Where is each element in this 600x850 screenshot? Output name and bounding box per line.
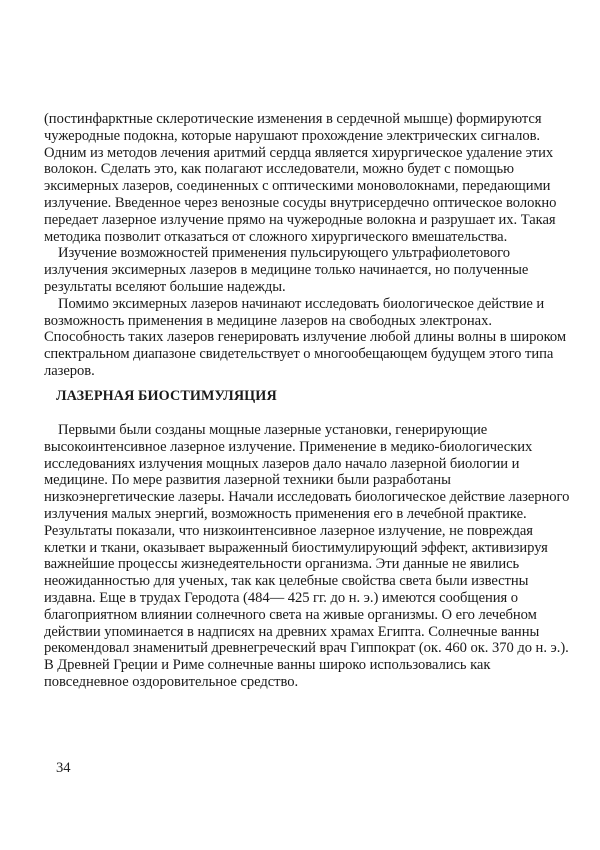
text-line: спектральном диапазоне свидетельствует о многообещающем будущем этого типа: [44, 346, 554, 363]
text-line: действии упоминается в надписях на древних храмах Египта. Солнечные ванны: [44, 623, 540, 640]
text-line: неожиданностью для ученых, так как целебные свойства света были известны: [44, 573, 529, 590]
text-line: передает лазерное излучение прямо на чужеродные волокна и разрушает их. Такая: [44, 211, 556, 228]
section-heading-block: [56, 388, 576, 405]
text-line: чужеродные подокна, которые нарушают прохождение электрических сигналов.: [44, 127, 541, 144]
paragraph: [44, 422, 570, 691]
text-line: благоприятном влиянии солнечного света на живые организмы. О его лечебном: [44, 606, 537, 623]
text-line: излучения малых энергий, возможность применения его в лечебной практике.: [44, 505, 527, 522]
text-line: излучения эксимерных лазеров в медицине только начинается, но полученные: [44, 262, 529, 279]
text-line: Одним из методов лечения аритмий сердца является хирургическое удаление этих: [44, 144, 554, 161]
text-line: повседневное оздоровительное средство.: [44, 673, 299, 690]
text-line: высокоинтенсивное лазерное излучение. Применение в медико-биологических: [44, 438, 533, 455]
text-line: (постинфарктные склеротические изменения в сердечной мышце) формируются: [44, 111, 542, 127]
text-line: эксимерных лазеров, соединенных с оптическими моноволокнами, передающими: [44, 178, 551, 195]
text-line: медицине. По мере развития лазерной техники были разработаны: [44, 472, 451, 489]
text-line: Результаты показали, что низкоинтенсивное лазерное излучение, не повреждая: [44, 522, 533, 539]
text-line: низкоэнергетические лазеры. Начали исследовать биологическое действие лазерного: [44, 489, 570, 506]
text-line: лазеров.: [44, 362, 95, 379]
text-line: исследованиях излучения мощных лазеров дало начало лазерной биологии и: [44, 455, 520, 472]
text-line: издавна. Еще в трудах Геродота (484— 425 гг. до н. э.) имеются сообщения о: [44, 589, 519, 606]
text-line: излучение. Введенное через венозные сосуды внутрисердечно оптическое волокно: [44, 194, 557, 211]
text-line: В Древней Греции и Риме солнечные ванны широко использовались как: [44, 657, 491, 674]
text-line: результаты вселяют большие надежды.: [44, 278, 286, 295]
page-number: 34: [56, 760, 71, 776]
text-line: Изучение возможностей применения пульсирующего ультрафиолетового: [58, 245, 510, 262]
text-line: волокон. Сделать это, как полагают исследователи, можно будет с помощью: [44, 161, 514, 178]
text-line: Первыми были созданы мощные лазерные установки, генерирующие: [58, 422, 488, 438]
paragraph: [44, 245, 564, 295]
section-heading: ЛАЗЕРНАЯ БИОСТИМУЛЯЦИЯ: [56, 388, 277, 404]
text-block-intro: [44, 111, 567, 380]
text-line: возможность применения в медицине лазеров на свободных электронах.: [44, 312, 492, 329]
text-line: важнейшие процессы жизнедеятельности организма. Эти данные не явились: [44, 556, 520, 573]
paragraph: [44, 295, 567, 380]
text-line: Помимо эксимерных лазеров начинают исследовать биологическое действие и: [58, 295, 545, 312]
paragraph: [44, 111, 564, 245]
text-block-section: [44, 422, 570, 691]
text-line: Способность таких лазеров генерировать излучение любой длины волны в широком: [44, 329, 567, 346]
text-line: методика позволит отказаться от сложного хирургического вмешательства.: [44, 228, 508, 245]
text-line: рекомендовал знаменитый древнегреческий врач Гиппократ (ок. 460 ок. 370 до н. э.).: [44, 640, 569, 657]
text-line: клетки и ткани, оказывает выраженный биостимулирующий эффект, активизируя: [44, 539, 548, 556]
